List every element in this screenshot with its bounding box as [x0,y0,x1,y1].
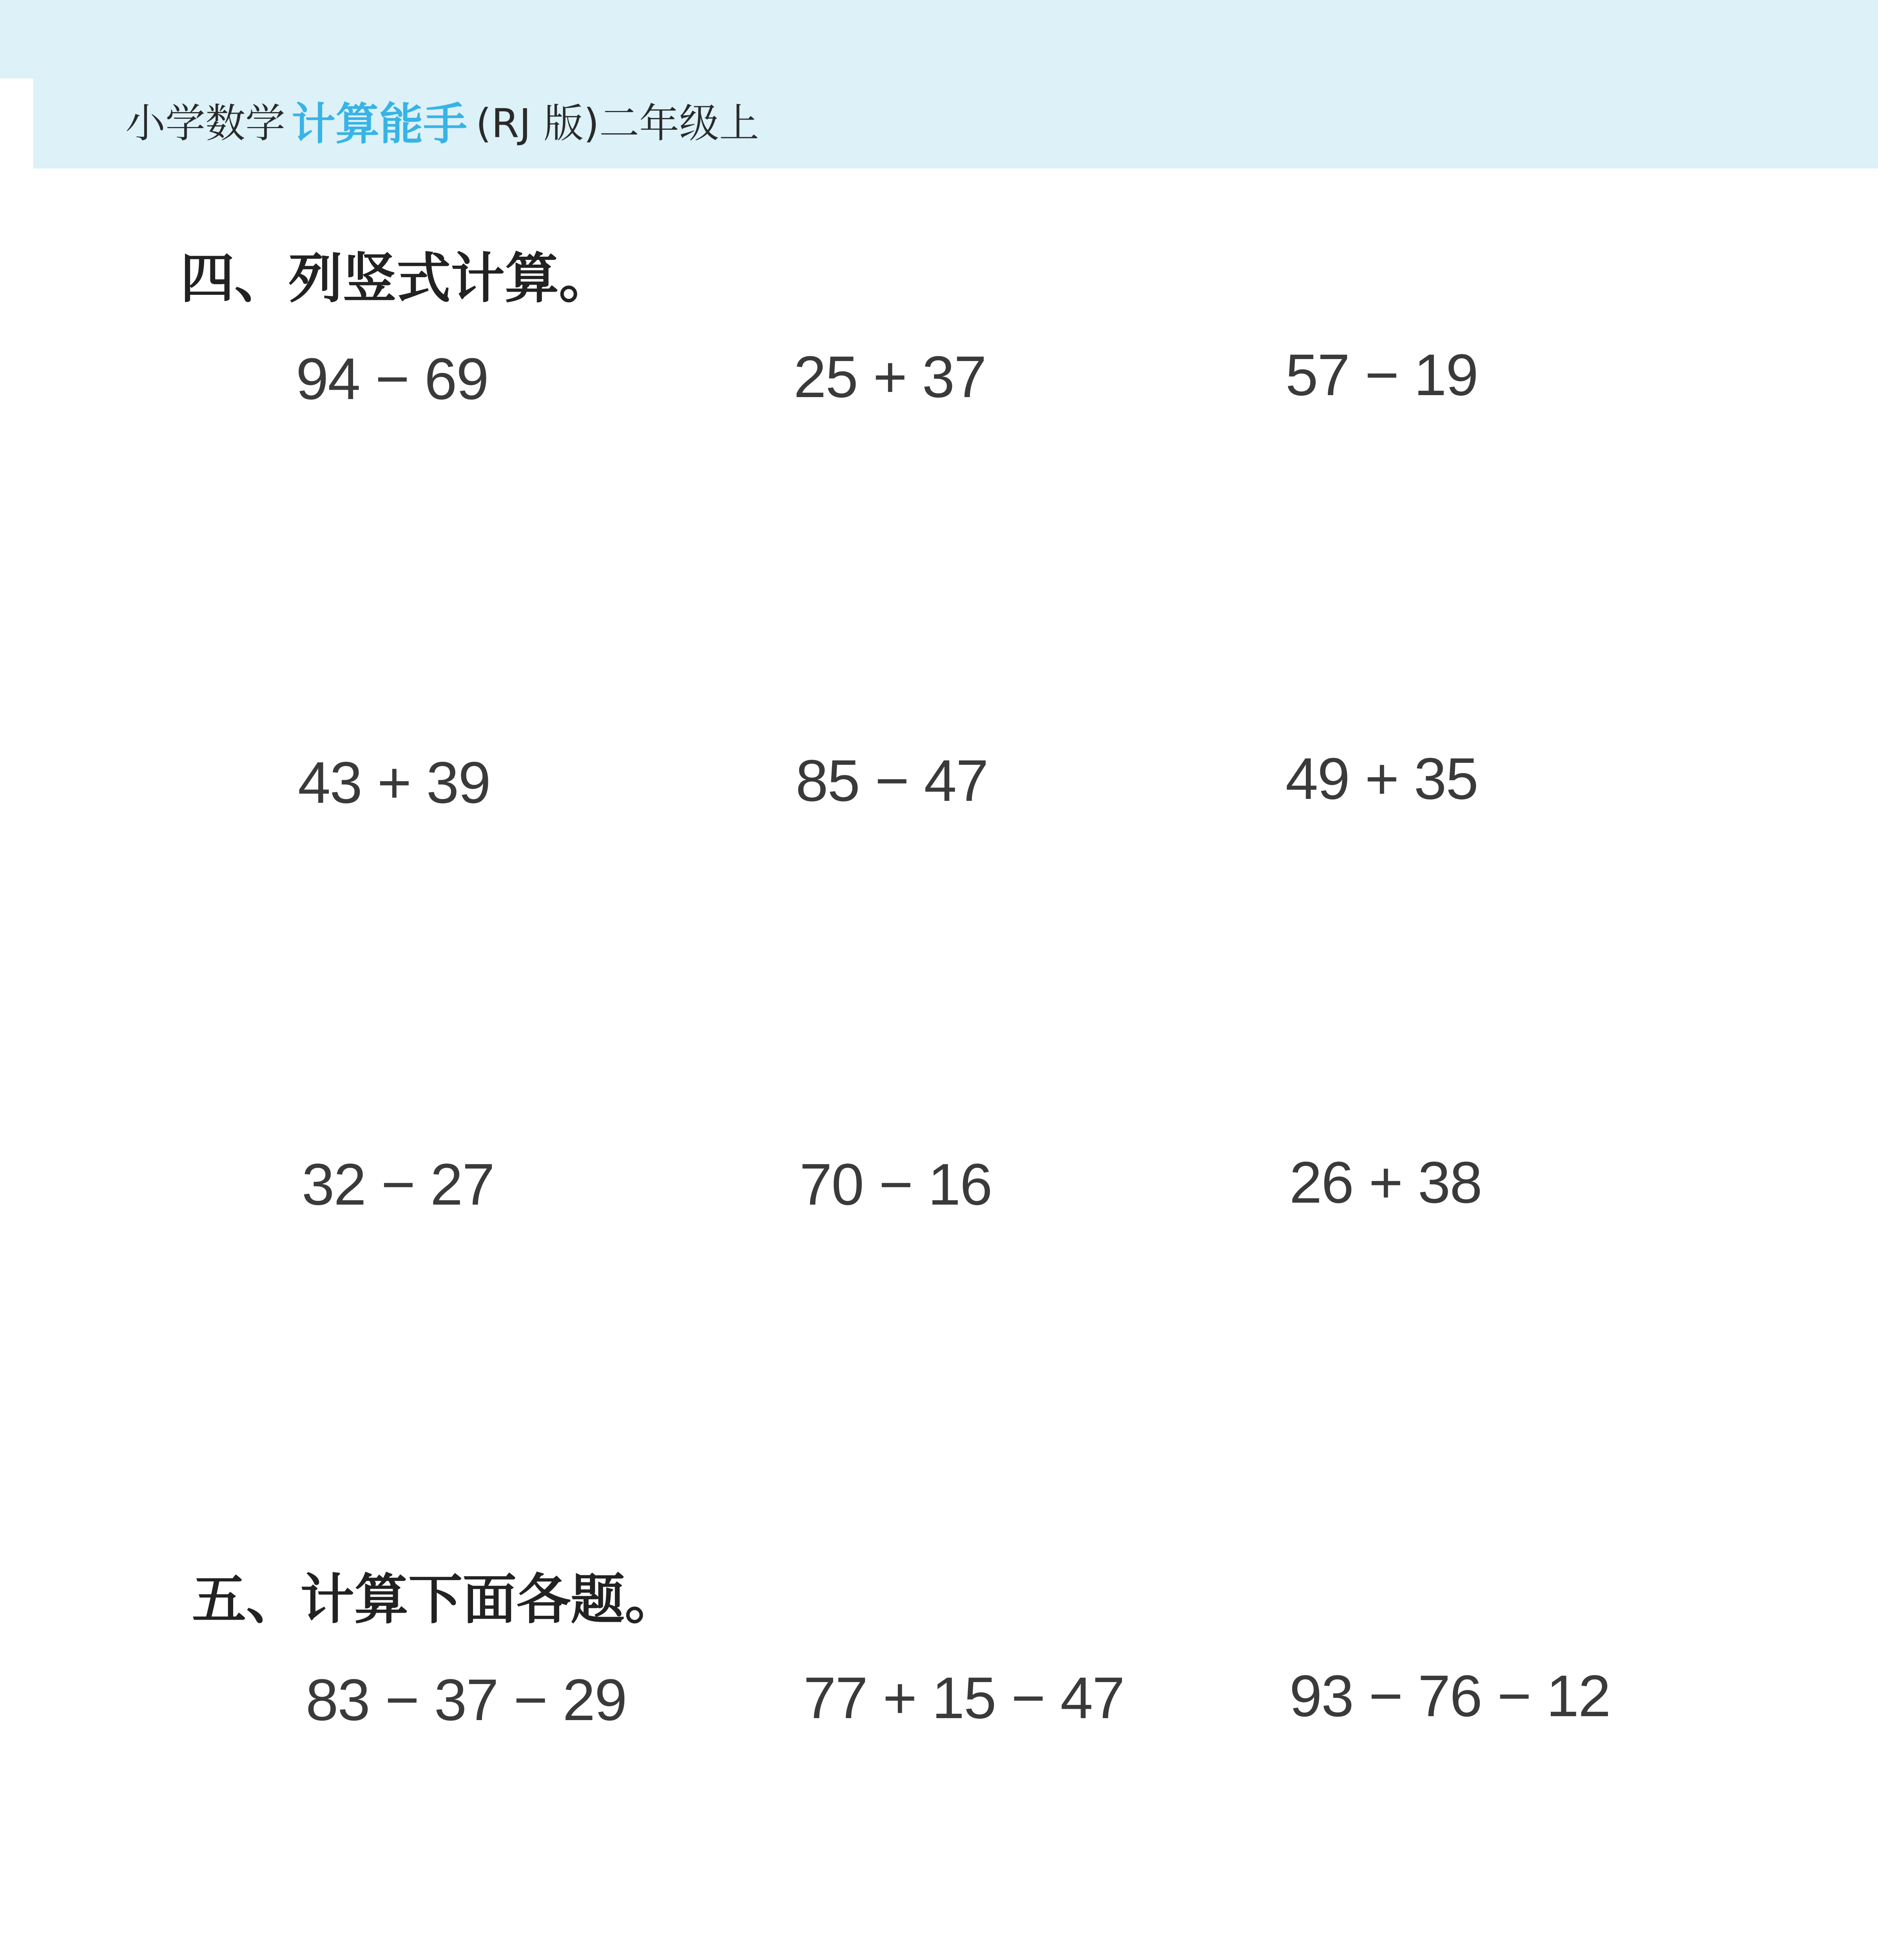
book-title [125,91,759,150]
problem-4-8: 70 − 16 [799,1151,992,1217]
section-5-heading: 五、计算下面各题。 [192,1568,679,1631]
problem-4-1: 94 − 69 [296,346,488,412]
problem-4-4: 43 + 39 [298,750,490,815]
problem-4-9: 26 + 38 [1289,1149,1482,1215]
problem-5-2: 77 + 15 − 47 [803,1665,1124,1731]
problem-4-2: 25 + 37 [794,344,986,410]
problem-4-5: 85 − 47 [796,748,988,813]
header-edge [0,78,33,169]
problem-4-7: 32 − 27 [302,1151,494,1217]
problem-5-1: 83 − 37 − 29 [306,1667,627,1733]
problem-5-3: 93 − 76 − 12 [1289,1663,1610,1729]
section-4-heading: 四、列竖式计算。 [180,247,613,310]
edition-label: (RJ 版)二年级上 [476,100,759,147]
problem-4-6: 49 + 35 [1285,746,1478,811]
brand-name: 计算能手 [292,98,467,150]
problem-4-3: 57 − 19 [1285,342,1478,408]
title-prefix: 小学数学 [125,100,285,147]
